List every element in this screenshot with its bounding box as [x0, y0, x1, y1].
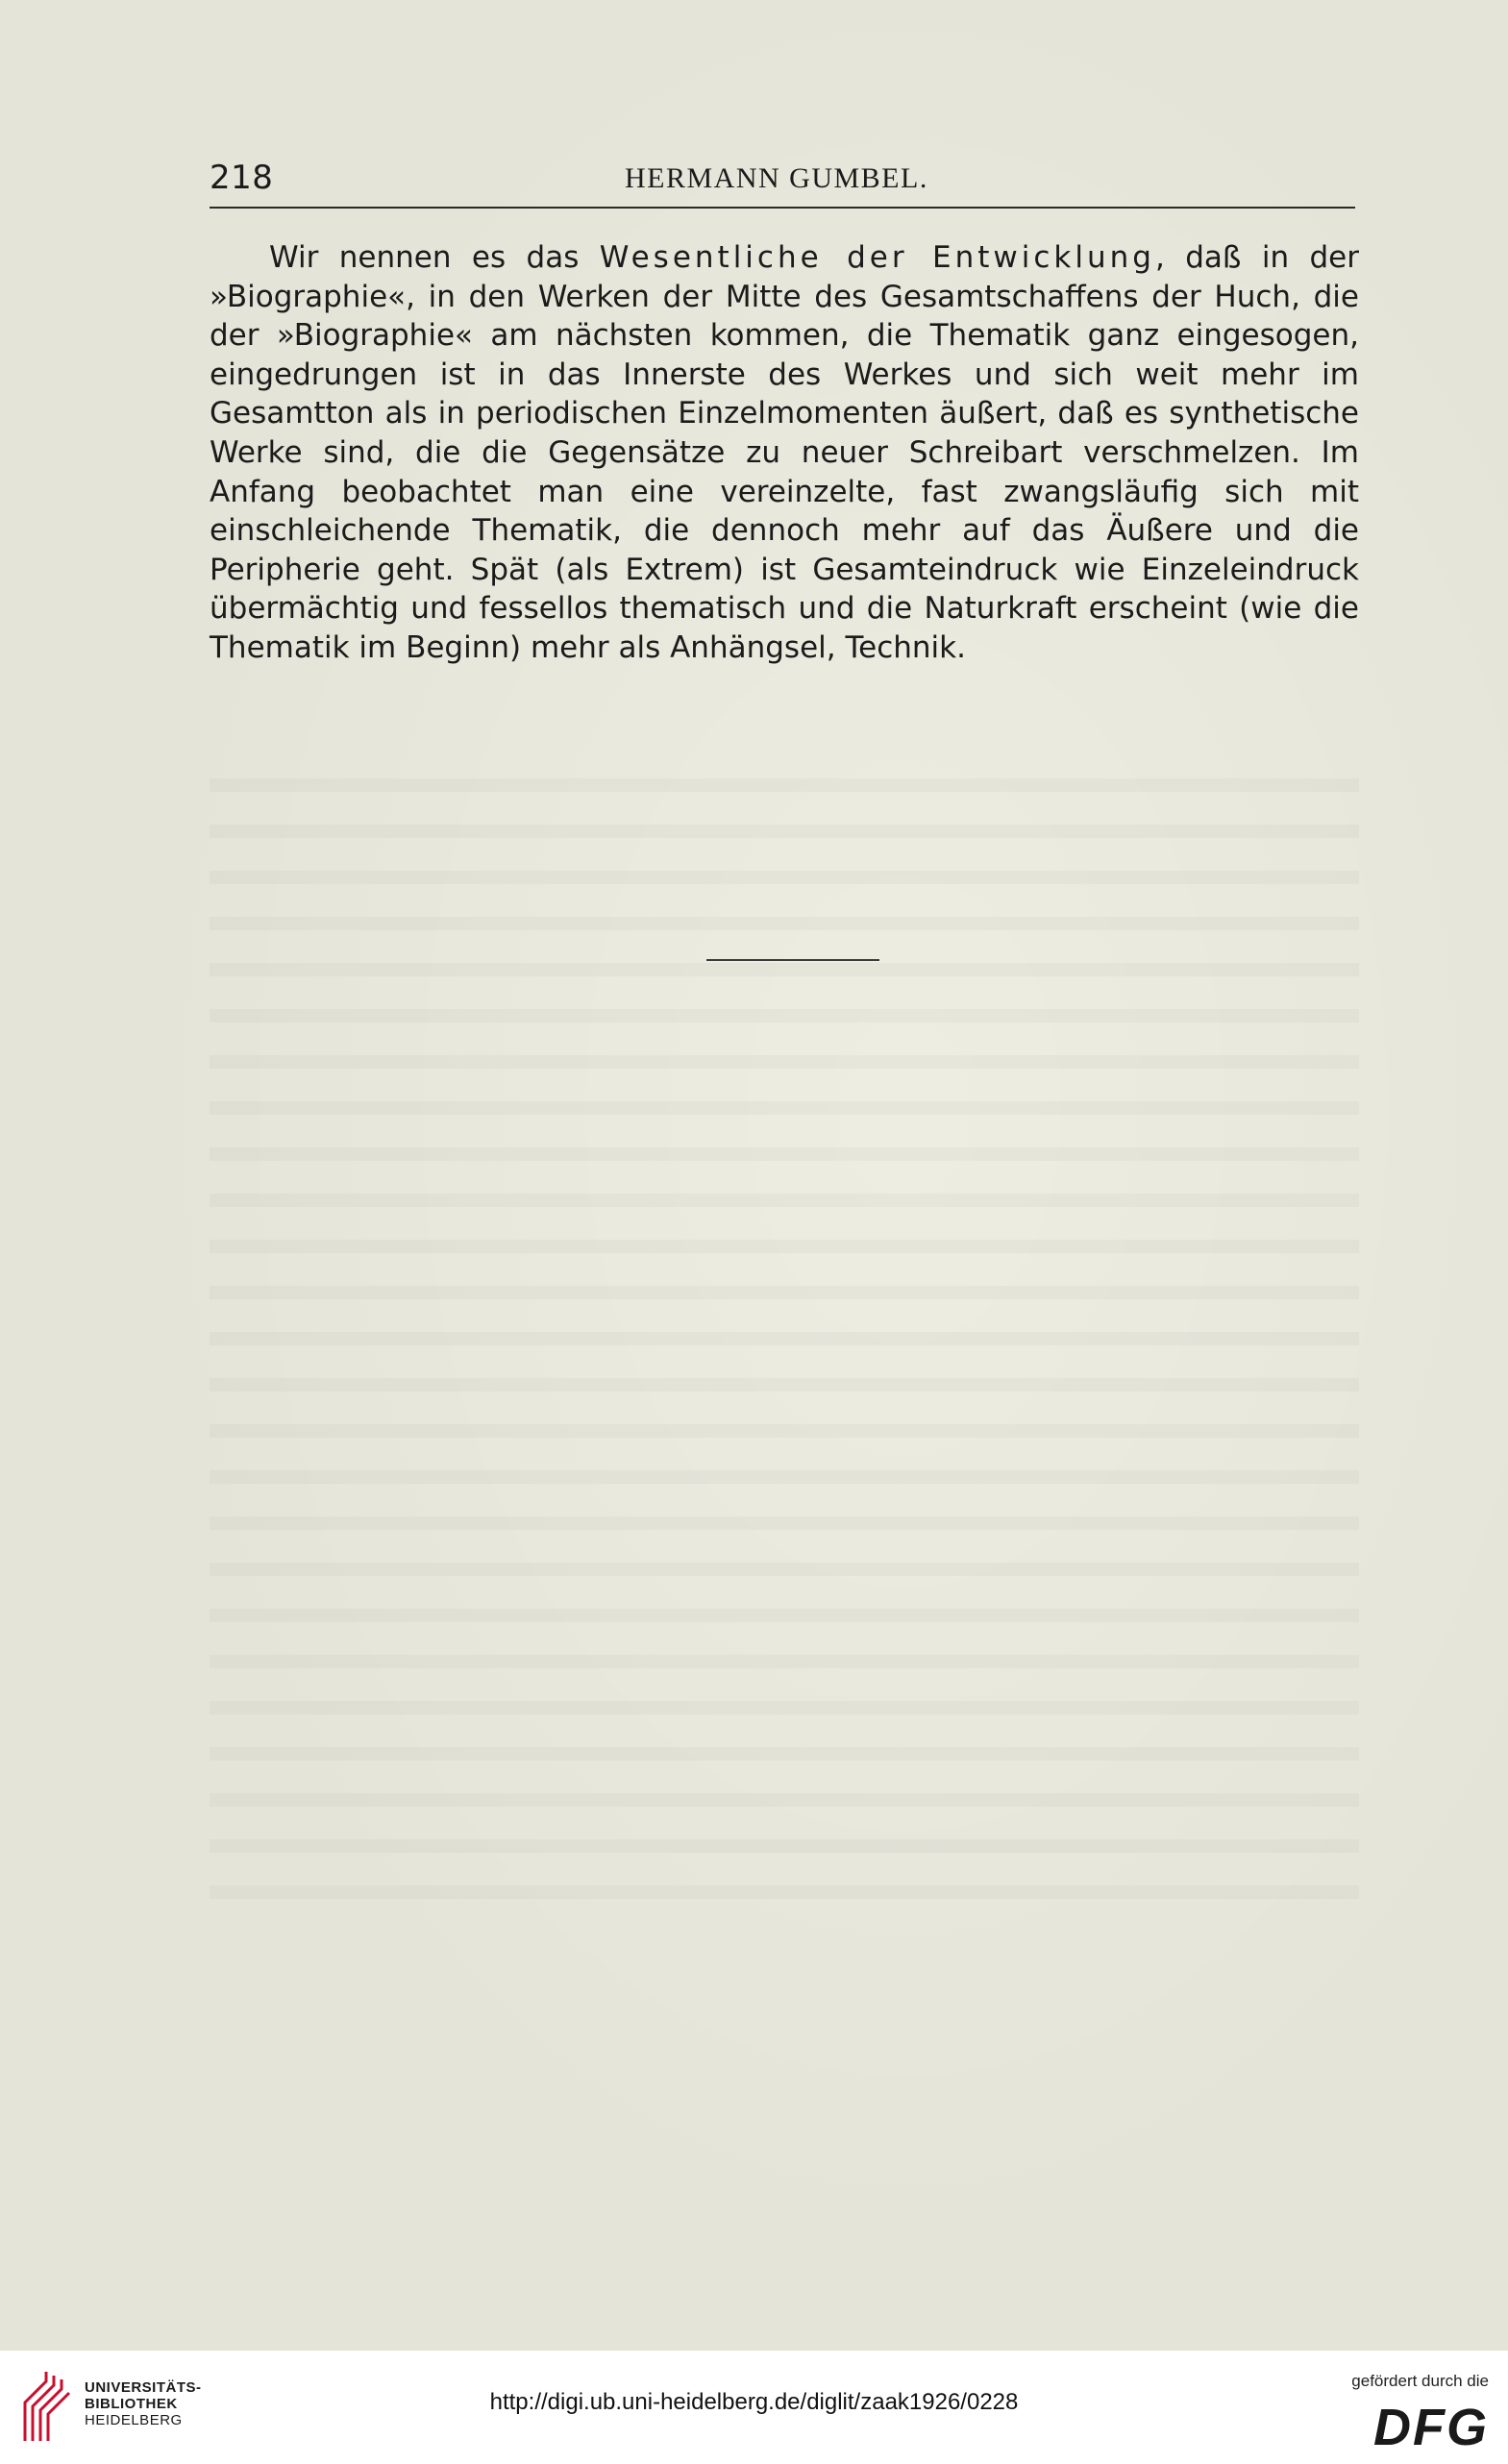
source-url-link[interactable]: http://digi.ub.uni-heidelberg.de/diglit/zaak1926/0228 [489, 2389, 1019, 2415]
library-line1: UNIVERSITÄTS- [85, 2379, 202, 2396]
emphasized-phrase: Wesentliche der Entwicklung [599, 240, 1155, 275]
body-text-part1: Wir nennen es das [269, 240, 600, 275]
dfg-logo: DFG [1373, 2399, 1489, 2456]
footer-bar [0, 2351, 1508, 2464]
body-text-part2: , daß in der »Biographie«, in den Werken der Mitte des Gesamtschaffens der Huch, die der »Biographie« am nächsten kommen, die Thematik ganz eingesogen, eingedrungen ist in das Innerste des Werkes und sich weit mehr im Gesamtton als in periodischen Einzelmomenten äußert, daß es synthetische Werke sind, die die Gegensätze zu neuer Schreibart verschmelzen. Im Anfang beobachtet man eine vereinzelte, fast zwangsläufig sich mit einschleichende Thematik, die dennoch mehr auf das Äußere und die Peripherie geht. Spät (als Extrem) ist Gesamteindruck wie Einzeleindruck übermächtig und fessellos thematisch und die Naturkraft erscheint (wie die Thematik im Beginn) mehr als Anhängsel, Technik. [210, 240, 1359, 665]
page-header [210, 159, 1355, 205]
page-number: 218 [210, 159, 274, 197]
running-head: HERMANN GUMBEL. [625, 162, 928, 194]
funding-caption: gefördert durch die [1351, 2372, 1489, 2390]
bleed-through-texture [210, 750, 1359, 1922]
library-line2: BIBLIOTHEK [85, 2396, 178, 2412]
header-rule [210, 207, 1355, 209]
library-line3: HEIDELBERG [85, 2412, 183, 2428]
body-paragraph [210, 238, 1359, 668]
